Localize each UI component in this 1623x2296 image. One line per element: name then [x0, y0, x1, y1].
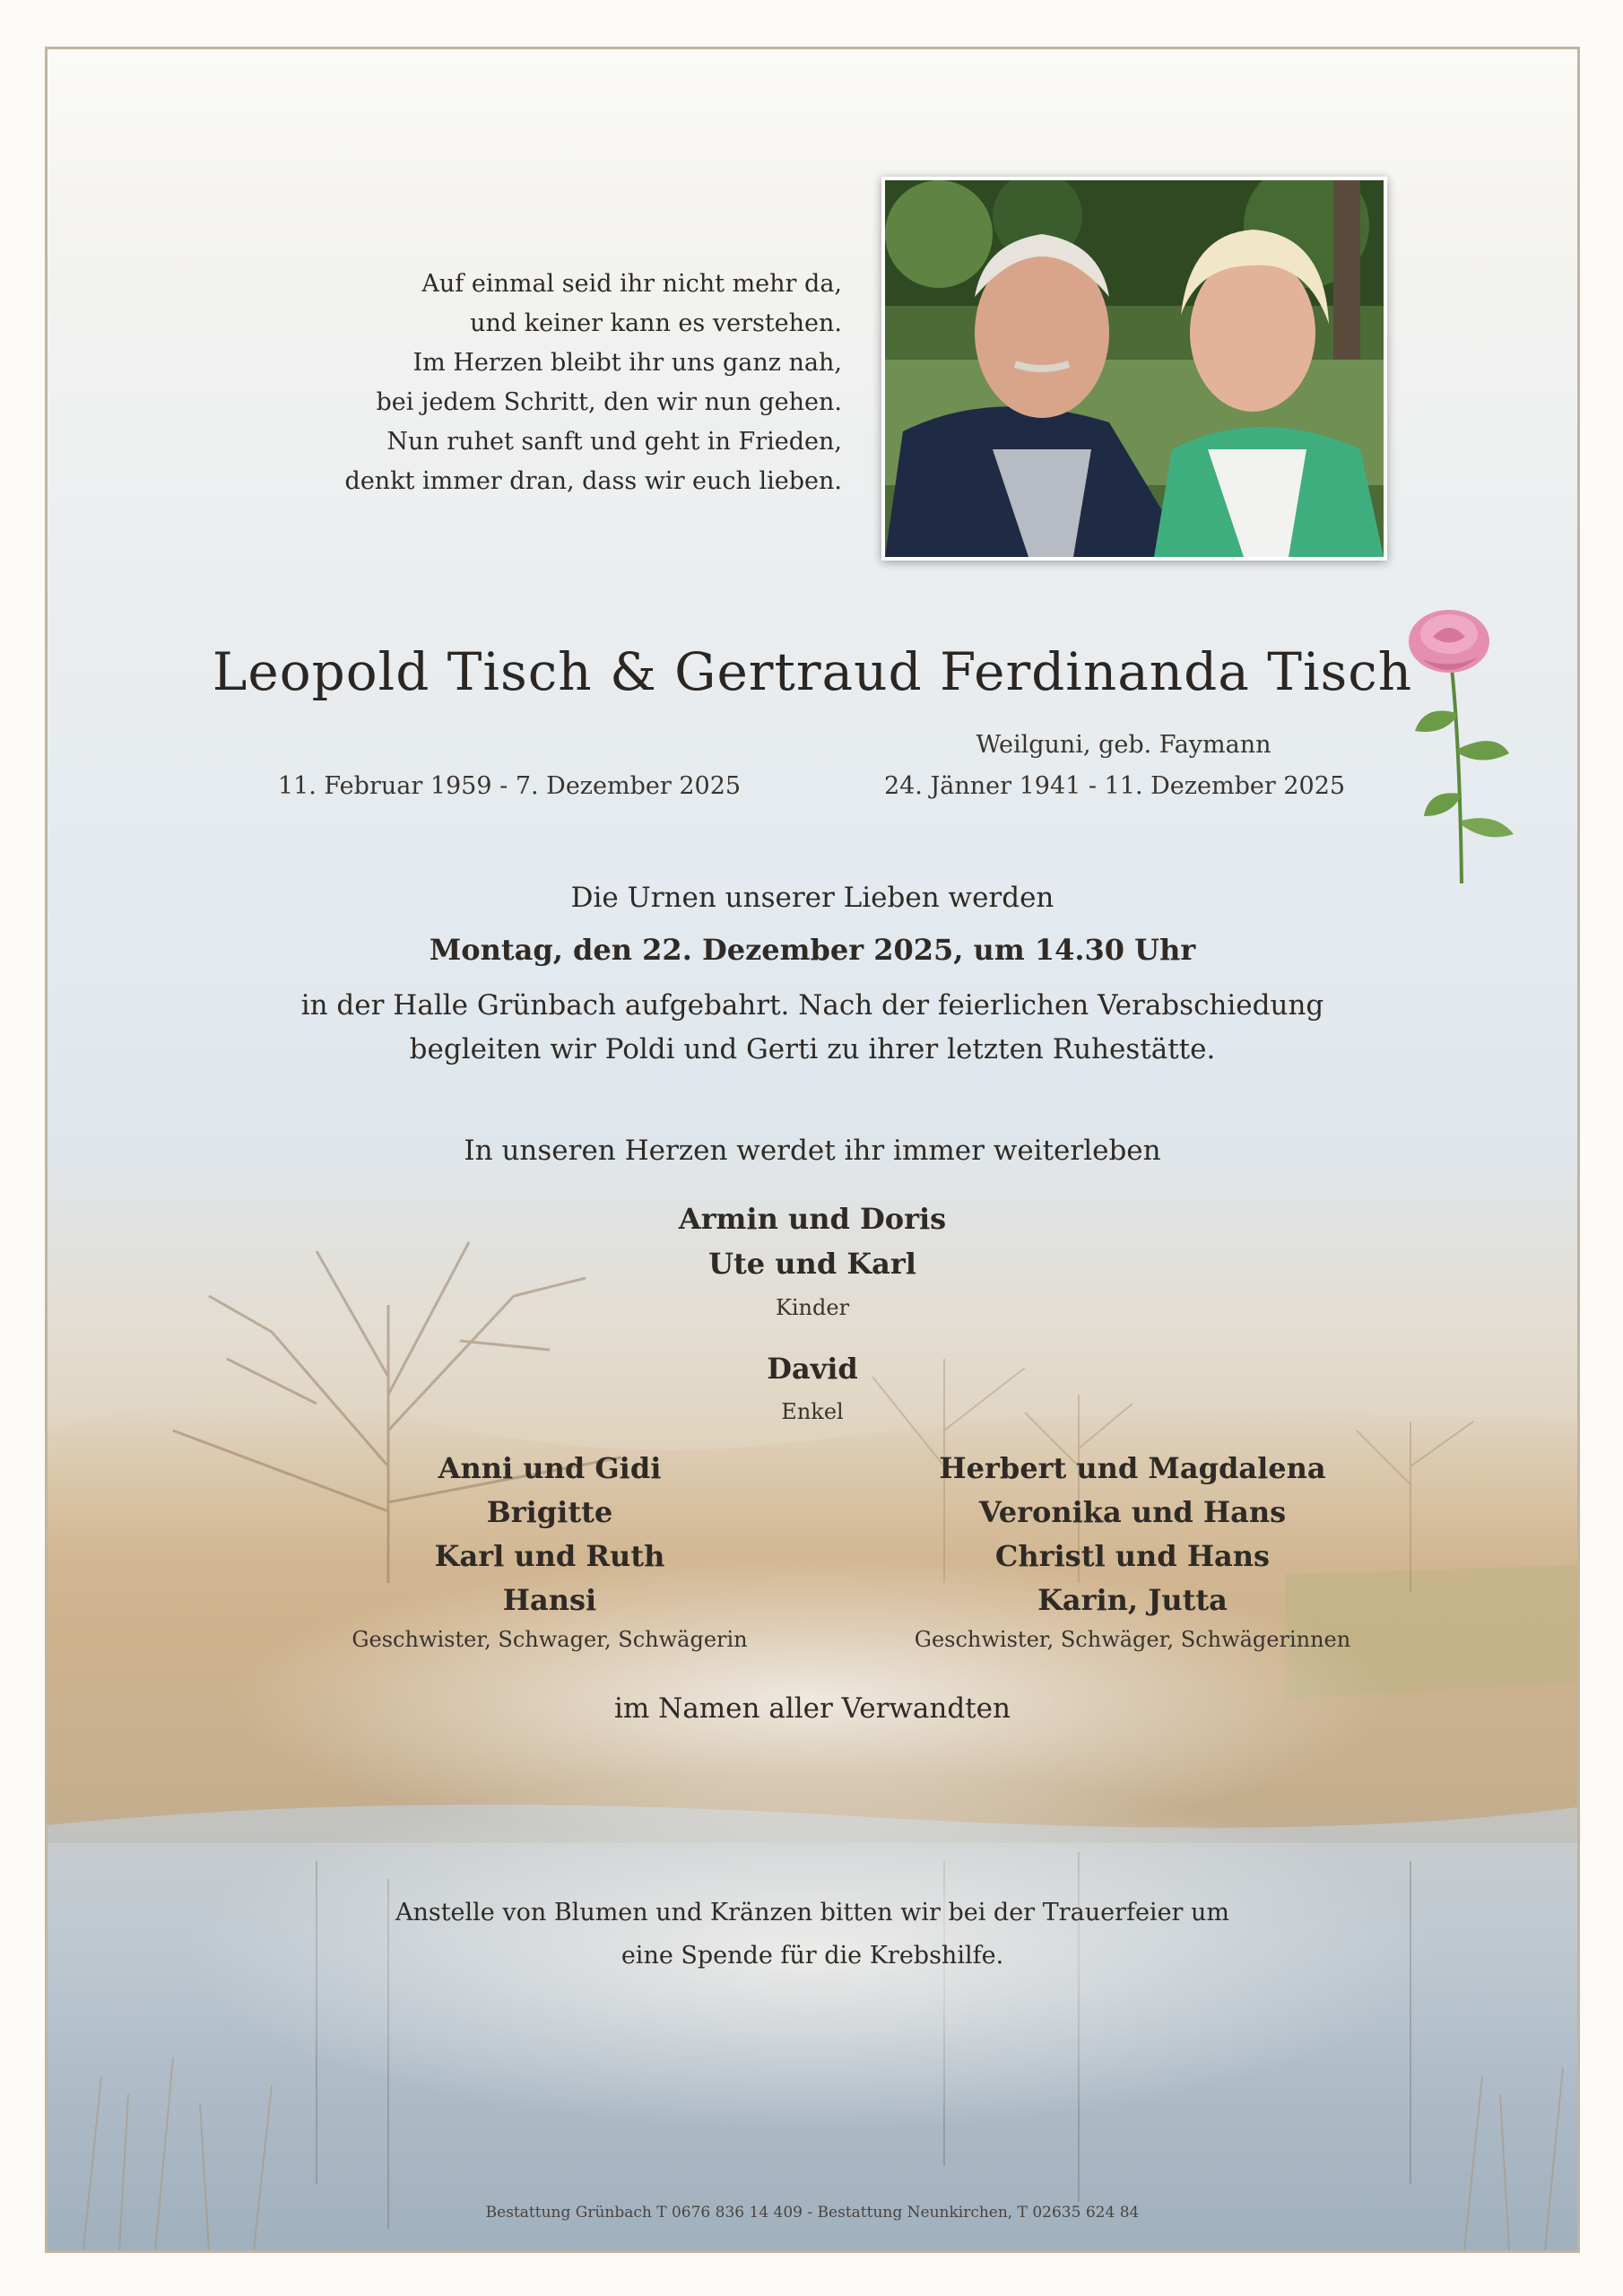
ceremony-date: Montag, den 22. Dezember 2025, um 14.30 Uhr: [429, 933, 1196, 967]
ceremony-intro: Die Urnen unserer Lieben werden: [570, 882, 1055, 914]
donation-note-line: Anstelle von Blumen und Kränzen bitten wir bei der Trauerfeier um: [395, 1899, 1230, 1926]
siblings-left-column: [317, 1447, 783, 1657]
funeral-home-footer: Bestattung Grünbach T 0676 836 14 409 - Bestattung Neunkirchen, T 02635 624 84: [485, 2204, 1140, 2222]
mourner-name: Karl und Ruth: [434, 1539, 665, 1573]
couple-photo: [881, 177, 1387, 561]
siblings-right-column: [872, 1447, 1393, 1657]
ceremony-place-line: in der Halle Grünbach aufgebahrt. Nach der feierlichen Verabschiedung: [300, 989, 1324, 1022]
mourner-name: David: [767, 1352, 858, 1386]
mourners-intro: In unseren Herzen werdet ihr immer weiterleben: [464, 1135, 1161, 1167]
donation-note-line: eine Spende für die Krebshilfe.: [621, 1942, 1004, 1970]
mourner-name: Karin, Jutta: [1037, 1583, 1228, 1617]
poem-line: denkt immer dran, dass wir euch lieben.: [344, 467, 842, 495]
ceremony-place-line: begleiten wir Poldi und Gerti zu ihrer letzten Ruhestätte.: [409, 1033, 1216, 1065]
mourner-name: Christl und Hans: [994, 1539, 1271, 1573]
rose-icon: [1397, 596, 1523, 883]
relation-label: Kinder: [775, 1295, 850, 1320]
mourner-name: Armin und Doris: [678, 1202, 947, 1236]
mourner-name: Anni und Gidi: [438, 1451, 662, 1485]
poem-line: bei jedem Schritt, den wir nun gehen.: [376, 388, 842, 416]
mourners-closing: im Namen aller Verwandten: [614, 1692, 1011, 1725]
mourner-name: Brigitte: [486, 1495, 613, 1529]
maiden-name: Weilguni, geb. Faymann: [976, 731, 1271, 759]
mourner-name: Ute und Karl: [708, 1247, 916, 1281]
poem-line: Auf einmal seid ihr nicht mehr da,: [421, 270, 842, 298]
relation-label: Geschwister, Schwäger, Schwägerinnen: [914, 1627, 1351, 1652]
poem: [304, 265, 842, 501]
relation-label: Enkel: [781, 1399, 844, 1424]
mourner-name: Herbert und Magdalena: [939, 1451, 1326, 1485]
mourner-name: Hansi: [502, 1583, 597, 1617]
mourner-name: Veronika und Hans: [978, 1495, 1287, 1529]
poem-line: Im Herzen bleibt ihr uns ganz nah,: [412, 349, 842, 377]
poem-line: und keiner kann es verstehen.: [470, 309, 842, 337]
obituary-card: [45, 47, 1580, 2253]
deceased-names: Leopold Tisch & Gertraud Ferdinanda Tisch: [212, 641, 1413, 702]
life-dates-gertraud: 24. Jänner 1941 - 11. Dezember 2025: [883, 772, 1346, 800]
relation-label: Geschwister, Schwager, Schwägerin: [352, 1627, 748, 1652]
life-dates-leopold: 11. Februar 1959 - 7. Dezember 2025: [277, 772, 742, 800]
poem-line: Nun ruhet sanft und geht in Frieden,: [386, 428, 842, 456]
